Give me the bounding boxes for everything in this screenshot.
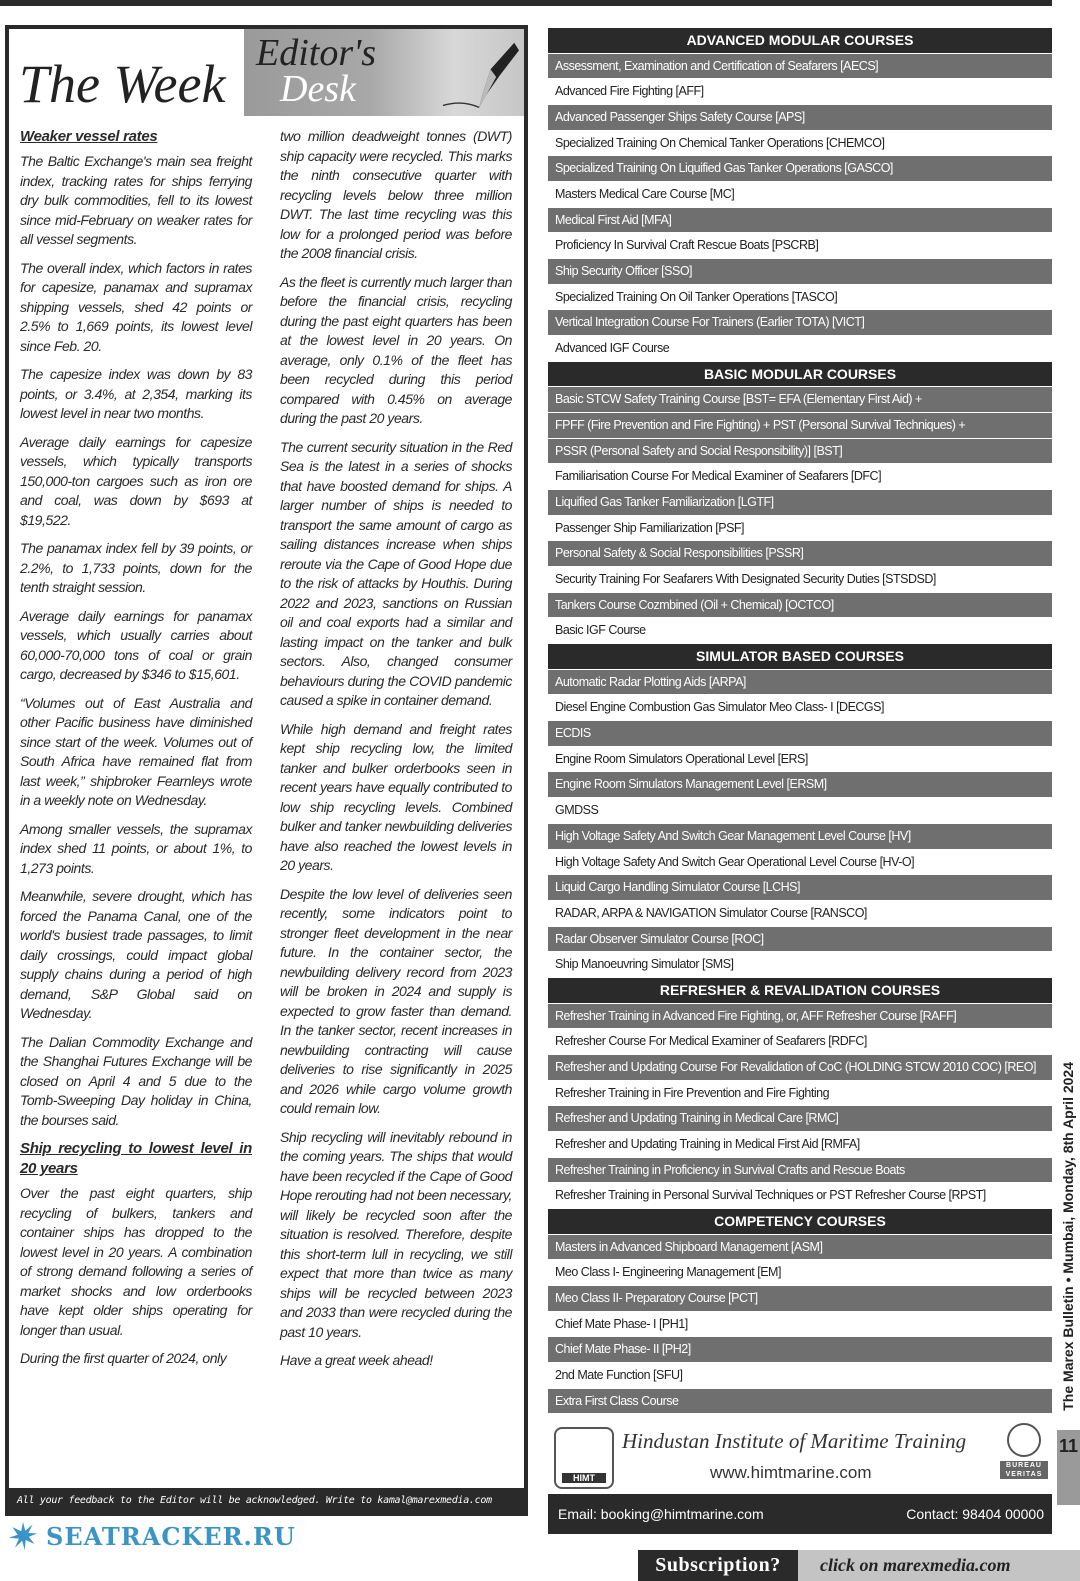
section-title: The Week (19, 54, 226, 114)
article-paragraph: The Baltic Exchange's main sea freight index, tracking rates for ships ferrying dry bulk commodities, fell to its lowest since mid-February on weaker rates for all vessel segments. (20, 153, 252, 247)
subscription-bar (638, 1550, 1080, 1581)
article-paragraph: Over the past eight quarters, ship recycling of bulkers, tankers and container ships has dropped to the lowest level in 20 years. A combination of strong demand following a series of market shocks and low orderbooks have kept older ships operating for longer than usual. (20, 1185, 252, 1338)
course-item: Ship Security Officer [SSO] (548, 259, 1052, 285)
course-item: High Voltage Safety And Switch Gear Management Level Course [HV] (548, 824, 1052, 850)
course-item: Personal Safety & Social Responsibilities [PSSR] (548, 541, 1052, 567)
article-paragraph: “Volumes out of East Australia and other Pacific business have diminished since start of the week. Volumes out of South Africa have remained flat from last week,” shipbroker Fearnleys wrote in a weekly note on Wednesday. (20, 694, 252, 808)
article-paragraph: Despite the low level of deliveries seen recently, some indicators point to stronger fleet development in the near future. In the container sector, the newbuilding delivery record from 2023 will be broken in 2024 and supply is expected to grow faster than demand. In the tanker sector, recent increases in newbuilding contracting will cause deliveries to rise significantly in 2025 and 2026 while cargo volume growth could remain low. (280, 885, 512, 1116)
course-item: Refresher Training in Personal Survival Techniques or PST Refresher Course [RPST] (548, 1183, 1052, 1209)
course-item: Vertical Integration Course For Trainers (Earlier TOTA) [VICT] (548, 310, 1052, 336)
course-item: GMDSS (548, 798, 1052, 824)
course-item: RADAR, ARPA & NAVIGATION Simulator Course [RANSCO] (548, 901, 1052, 927)
course-item: PSSR (Personal Safety and Social Responsibility)] [BST] (548, 439, 1052, 465)
course-item: Refresher and Updating Training in Medical Care [RMC] (548, 1106, 1052, 1132)
article-paragraph: The capesize index was down by 83 points, or 3.4%, at 2,354, marking its lowest level in near two months. (20, 366, 252, 421)
article-paragraph: Ship recycling will inevitably rebound in the coming years. The ships that would have been recycled if the Cape of Good Hope rerouting had not been necessary, will likely be recycled soon after the situation is resolved. Therefore, despite this short-term lull in recycling, we still expect that more than twice as many ships will be recycled between 2023 and 2033 than were recycled during the past 10 years. (280, 1128, 512, 1340)
course-item: Chief Mate Phase- I [PH1] (548, 1312, 1052, 1338)
course-item: FPFF (Fire Prevention and Fire Fighting) + PST (Personal Survival Techniques) + (548, 413, 1052, 439)
course-item: Masters Medical Care Course [MC] (548, 182, 1052, 208)
course-item: Refresher and Updating Course For Revalidation of CoC (HOLDING STCW 2010 COC) [REO] (548, 1055, 1052, 1081)
article-paragraph: Average daily earnings for capesize vessels, which typically transports 150,000-ton cargoes such as iron ore and coal, was down by $693 at $19,522. (20, 433, 252, 528)
certification-seal-icon (1007, 1423, 1041, 1457)
institute-name: Hindustan Institute of Maritime Training (622, 1429, 967, 1454)
right-column (548, 28, 1052, 1581)
course-item: Basic IGF Course (548, 618, 1052, 644)
course-item: Tankers Course Cozmbined (Oil + Chemical) [OCTCO] (548, 593, 1052, 619)
contact-number: Contact: 98404 00000 (906, 1506, 1044, 1523)
himt-logo-text: HIMT (562, 1473, 606, 1483)
desk-label: Desk (280, 68, 356, 110)
course-item: Advanced IGF Course (548, 336, 1052, 362)
article-paragraph: The panamax index fell by 39 points, or 2.2%, to 1,733 points, down for the tenth straight session. (20, 540, 252, 595)
article-paragraph: The overall index, which factors in rates for capesize, panamax and supramax shipping vessels, shed 42 points or 2.5% to 1,669 points, its lowest level since Feb. 20. (20, 259, 252, 354)
watermark-group (8, 1520, 296, 1552)
course-item: Assessment, Examination and Certification of Seafarers [AECS] (548, 54, 1052, 80)
watermark: SEATRACKER.RU (46, 1521, 296, 1551)
course-item: Automatic Radar Plotting Aids [ARPA] (548, 670, 1052, 696)
bureau-veritas-logo (1000, 1423, 1048, 1491)
course-item: Specialized Training On Liquified Gas Tanker Operations [GASCO] (548, 156, 1052, 182)
top-rule (0, 0, 1052, 6)
article-paragraph: As the fleet is currently much larger than before the financial crisis, recycling during the past eight quarters has been at the lowest level in 20 years. On average, only 0.1% of the fleet has been recycled during this period compared with 0.45% on average during the past 20 years. (280, 273, 512, 426)
page-number: 11 (1059, 1436, 1079, 1456)
course-item: Passenger Ship Familiarization [PSF] (548, 516, 1052, 542)
editors-desk-label: Editor's (256, 32, 377, 74)
article-paragraph: Average daily earnings for panamax vessels, which usually carries about 60,000-70,000 tons of coal or grain cargo, decreased by $346 to $15,601. (20, 607, 252, 682)
contact-bar (548, 1494, 1052, 1534)
course-item: Advanced Passenger Ships Safety Course [APS] (548, 105, 1052, 131)
course-category-header: ADVANCED MODULAR COURSES (548, 28, 1052, 54)
course-item: Diesel Engine Combustion Gas Simulator Meo Class- I [DECGS] (548, 695, 1052, 721)
article-paragraph: Among smaller vessels, the supramax index shed 11 points, or about 1%, to 1,273 points. (20, 820, 252, 876)
article-paragraph: While high demand and freight rates kept ship recycling low, the limited tanker and bulker orderbooks seen in recent years have equally contributed to low ship recycling levels. Combined bulker and tanker newbuilding deliveries have also reached the lowest levels in 20 years. (280, 720, 512, 873)
course-item: Refresher and Updating Training in Medical First Aid [RMFA] (548, 1132, 1052, 1158)
course-item: Refresher Training in Fire Prevention and Fire Fighting (548, 1081, 1052, 1107)
course-category-header: COMPETENCY COURSES (548, 1209, 1052, 1235)
course-item: Liquified Gas Tanker Familiarization [LGTF] (548, 490, 1052, 516)
article-column-2 (280, 127, 512, 1380)
article-paragraph: During the first quarter of 2024, only (20, 1350, 227, 1366)
course-item: Specialized Training On Chemical Tanker Operations [CHEMCO] (548, 131, 1052, 157)
institute-url[interactable]: www.himtmarine.com (710, 1463, 872, 1483)
course-item: 2nd Mate Function [SFU] (548, 1363, 1052, 1389)
course-category-header: SIMULATOR BASED COURSES (548, 644, 1052, 670)
course-item: Engine Room Simulators Management Level [ERSM] (548, 772, 1052, 798)
course-item: Liquid Cargo Handling Simulator Course [LCHS] (548, 875, 1052, 901)
himt-logo (554, 1427, 614, 1489)
article-paragraph: two million deadweight tonnes (DWT) ship capacity were recycled. This marks the ninth consecutive quarter with recycling levels below three million DWT. The last time recycling was this low for a prolonged period was before the 2008 financial crisis. (280, 128, 512, 261)
course-item: Familiarisation Course For Medical Examiner of Seafarers [DFC] (548, 464, 1052, 490)
course-item: Medical First Aid [MFA] (548, 208, 1052, 234)
article-paragraph: Meanwhile, severe drought, which has forced the Panama Canal, one of the world's busiest trade passages, to limit daily crossings, could impact global supply chains during a period of high demand, S&P Global said on Wednesday. (20, 888, 252, 1021)
course-item: Specialized Training On Oil Tanker Operations [TASCO] (548, 285, 1052, 311)
article-column-1 (20, 127, 252, 1378)
course-item: Security Training For Seafarers With Designated Security Duties [STSDSD] (548, 567, 1052, 593)
subscription-button[interactable]: Subscription? (638, 1550, 798, 1581)
course-item: Masters in Advanced Shipboard Management [ASM] (548, 1235, 1052, 1261)
article-paragraph: Have a great week ahead! (280, 1352, 433, 1368)
editors-desk-panel (5, 25, 528, 1516)
himt-advertisement (548, 1419, 1052, 1494)
course-item: Engine Room Simulators Operational Level [ERS] (548, 747, 1052, 773)
course-item: Refresher Training in Advanced Fire Fighting, or, AFF Refresher Course [RAFF] (548, 1004, 1052, 1030)
course-item: Proficiency In Survival Craft Rescue Boats [PSCRB] (548, 233, 1052, 259)
course-item: Refresher Course For Medical Examiner of Seafarers [RDFC] (548, 1029, 1052, 1055)
course-item: Chief Mate Phase- II [PH2] (548, 1337, 1052, 1363)
article-headline: Ship recycling to lowest level in 20 years (20, 1140, 252, 1177)
course-item: Radar Observer Simulator Course [ROC] (548, 927, 1052, 953)
course-item: ECDIS (548, 721, 1052, 747)
course-category-header: REFRESHER & REVALIDATION COURSES (548, 978, 1052, 1004)
article-paragraph: The current security situation in the Red Sea is the latest in a series of shocks that have boosted demand for ships. A larger number of ships is needed to transport the same amount of cargo as sailing distances increase when ships reroute via the Cape of Good Hope due to the risk of attacks by Houthis. During 2022 and 2023, sanctions on Russian oil and coal exports had a similar and lasting impact on the tanker and bulk sectors. Also, changed consumer behaviours during the COVID pandemic caused a spike in container demand. (280, 438, 512, 708)
article-headline: Weaker vessel rates (20, 128, 158, 145)
fountain-pen-icon (424, 39, 519, 114)
course-item: Meo Class II- Preparatory Course [PCT] (548, 1286, 1052, 1312)
course-item: Basic STCW Safety Training Course [BST= EFA (Elementary First Aid) + (548, 387, 1052, 413)
course-item: High Voltage Safety And Switch Gear Operational Level Course [HV-O] (548, 850, 1052, 876)
course-item: Refresher Training in Proficiency in Survival Crafts and Rescue Boats (548, 1158, 1052, 1184)
subscription-link[interactable]: click on marexmedia.com (798, 1550, 1080, 1581)
course-item: Extra First Class Course (548, 1389, 1052, 1415)
bureau-veritas-text: BUREAU VERITAS (1000, 1461, 1048, 1479)
watermark-star-icon (8, 1521, 38, 1551)
article-paragraph: The Dalian Commodity Exchange and the Shanghai Futures Exchange will be closed on April 4 and 5 due to the Tomb-Sweeping Day holiday in China, the bourses said. (20, 1033, 252, 1128)
course-item: Advanced Fire Fighting [AFF] (548, 79, 1052, 105)
course-item: Meo Class I- Engineering Management [EM] (548, 1260, 1052, 1286)
feedback-footer: All your feedback to the Editor will be acknowledged. Write to kamal@marexmedia.com (5, 1488, 528, 1516)
booking-email[interactable]: Email: booking@himtmarine.com (558, 1506, 764, 1523)
running-head: The Marex Bulletin • Mumbai, Monday, 8th April 2024 (1060, 1062, 1076, 1411)
course-list (548, 28, 1052, 1414)
editors-desk-banner (244, 29, 524, 116)
course-item: Ship Manoeuvring Simulator [SMS] (548, 952, 1052, 978)
course-category-header: BASIC MODULAR COURSES (548, 362, 1052, 388)
